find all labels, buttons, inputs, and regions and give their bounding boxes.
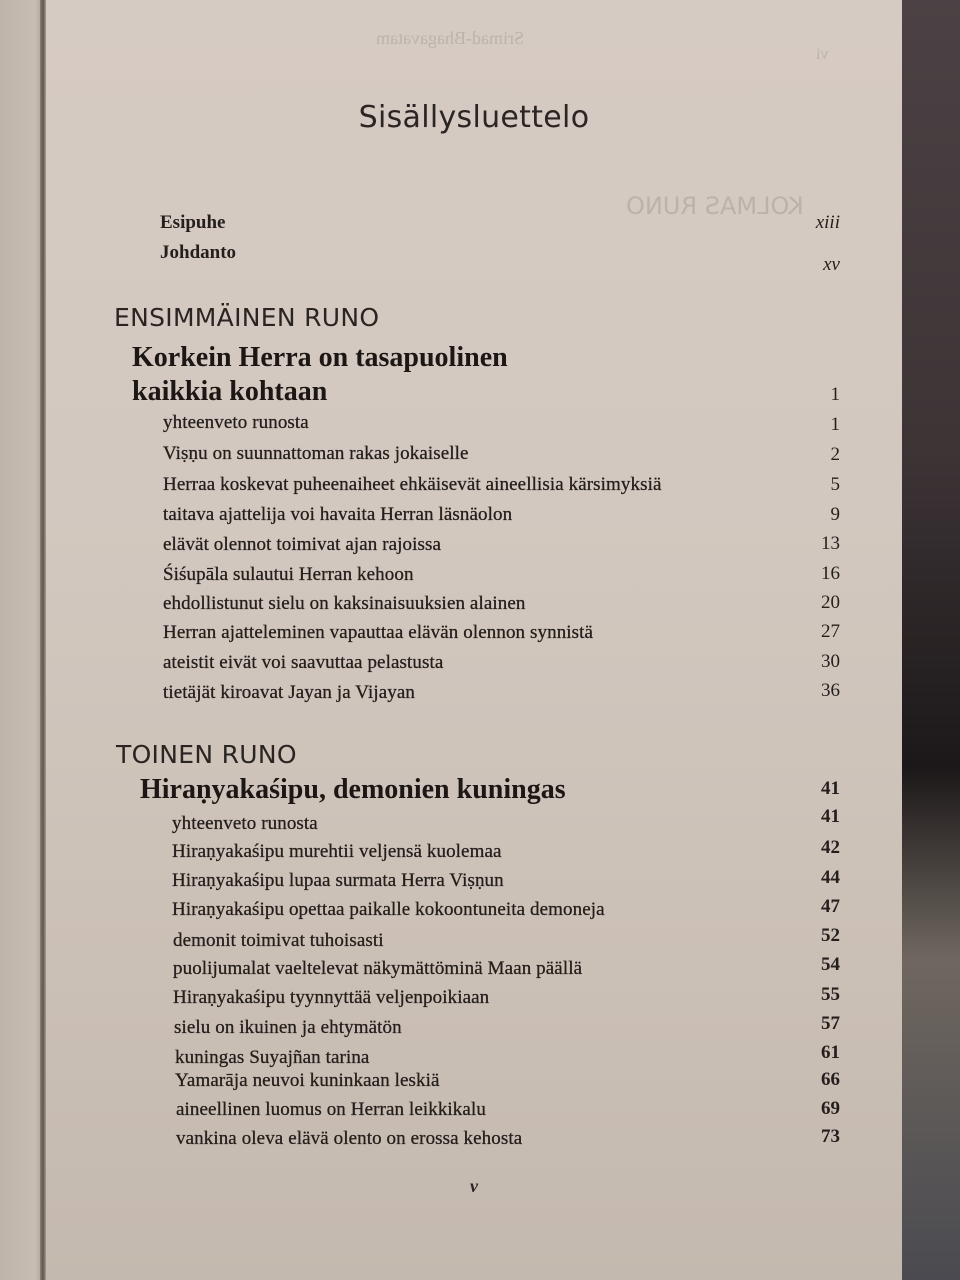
toc-entry-page: xv (823, 254, 840, 275)
toc-entry[interactable]: ateistit eivät voi saavuttaa pelastusta (163, 652, 444, 673)
toc-entry[interactable]: tietäjät kiroavat Jayan ja Vijayan (163, 682, 415, 703)
toc-entry[interactable]: Herraa koskevat puheenaiheet ehkäisevät aineellisia kärsimyksiä (163, 474, 662, 495)
toc-entry-page: 61 (821, 1042, 840, 1063)
chapter-title-line[interactable]: kaikkia kohtaan (132, 376, 328, 407)
toc-entry-label: Esipuhe (160, 212, 226, 233)
chapter-page: 1 (830, 384, 840, 405)
toc-entry-page: 9 (830, 504, 840, 525)
toc-entry[interactable]: Viṣṇu on suunnattoman rakas jokaiselle (163, 443, 469, 464)
page-folio: v (470, 1176, 478, 1196)
part-label: TOINEN RUNO (116, 740, 297, 769)
toc-entry[interactable]: kuningas Suyajñan tarina (175, 1047, 370, 1068)
toc-entry[interactable]: Herran ajatteleminen vapauttaa elävän olennon synnistä (163, 622, 594, 643)
toc-entry-page: 27 (821, 621, 840, 642)
toc-entry-page: 5 (830, 474, 840, 495)
toc-entry-page: 42 (821, 837, 840, 858)
toc-entry[interactable]: vankina oleva elävä olento on erossa kehosta (176, 1128, 523, 1149)
toc-entry-page: 20 (821, 592, 840, 613)
toc-entry-page: 66 (821, 1069, 840, 1090)
toc-entry-page: 73 (821, 1126, 840, 1147)
page-title: Sisällysluettelo (358, 100, 590, 135)
book-page (46, 0, 902, 1280)
toc-entry[interactable]: elävät olennot toimivat ajan rajoissa (163, 534, 442, 555)
toc-entry[interactable]: Hiraṇyakaśipu opettaa paikalle kokoontuneita demoneja (172, 899, 605, 920)
toc-entry-page: 16 (821, 563, 840, 584)
part-label: ENSIMMÄINEN RUNO (114, 303, 380, 332)
toc-front-matter-esipuhe[interactable] (160, 212, 840, 242)
toc-entry[interactable]: demonit toimivat tuhoisasti (173, 930, 384, 951)
toc-entry-page: 44 (821, 867, 840, 888)
toc-entry-page: 1 (830, 414, 840, 435)
toc-entry-page: 36 (821, 680, 840, 701)
toc-entry-label: Johdanto (160, 242, 237, 263)
toc-entry-page: 2 (830, 444, 840, 465)
toc-entry-page: 13 (821, 533, 840, 554)
bleed-through-page: vi (816, 46, 829, 63)
toc-entry[interactable]: taitava ajattelija voi havaita Herran läsnäolon (163, 504, 513, 525)
toc-entry[interactable]: aineellinen luomus on Herran leikkikalu (176, 1099, 486, 1120)
chapter-title-line[interactable]: Hiraṇyakaśipu, demonien kuningas (140, 774, 566, 805)
toc-entry[interactable]: sielu on ikuinen ja ehtymätön (174, 1017, 402, 1038)
toc-entry[interactable]: yhteenveto runosta (163, 412, 309, 433)
toc-entry-page: 52 (821, 925, 840, 946)
toc-entry-page: 55 (821, 984, 840, 1005)
toc-entry[interactable]: Hiraṇyakaśipu lupaa surmata Herra Viṣṇun (172, 870, 504, 891)
toc-front-matter-johdanto[interactable] (160, 242, 840, 275)
toc-entry-page: 30 (821, 651, 840, 672)
facing-page-edge (0, 0, 44, 1280)
toc-entry-page: xiii (815, 212, 840, 233)
toc-entry[interactable]: Hiraṇyakaśipu murehtii veljensä kuolemaa (172, 841, 502, 862)
bleed-through-header: Srimad-Bhagavatam (376, 28, 524, 48)
toc-entry[interactable]: Hiraṇyakaśipu tyynnyttää veljenpoikiaan (173, 987, 490, 1008)
toc-entry[interactable]: ehdollistunut sielu on kaksinaisuuksien alainen (163, 593, 526, 614)
toc-entry-page: 41 (821, 806, 840, 827)
toc-entry[interactable]: Śiśupāla sulautui Herran kehoon (163, 564, 414, 585)
chapter-page: 41 (821, 778, 840, 799)
toc-entry[interactable]: Yamarāja neuvoi kuninkaan leskiä (175, 1070, 440, 1091)
toc-entry-page: 54 (821, 954, 840, 975)
toc-entry-page: 57 (821, 1013, 840, 1034)
bleed-through-part: KOLMAS RUNO (626, 192, 804, 220)
toc-entry[interactable]: puolijumalat vaeltelevat näkymättöminä Maan päällä (173, 958, 583, 979)
background-fabric (902, 0, 960, 1280)
toc-entry-page: 69 (821, 1098, 840, 1119)
toc-entry[interactable]: yhteenveto runosta (172, 813, 318, 834)
chapter-title-line[interactable]: Korkein Herra on tasapuolinen (132, 342, 508, 373)
toc-entry-page: 47 (821, 896, 840, 917)
